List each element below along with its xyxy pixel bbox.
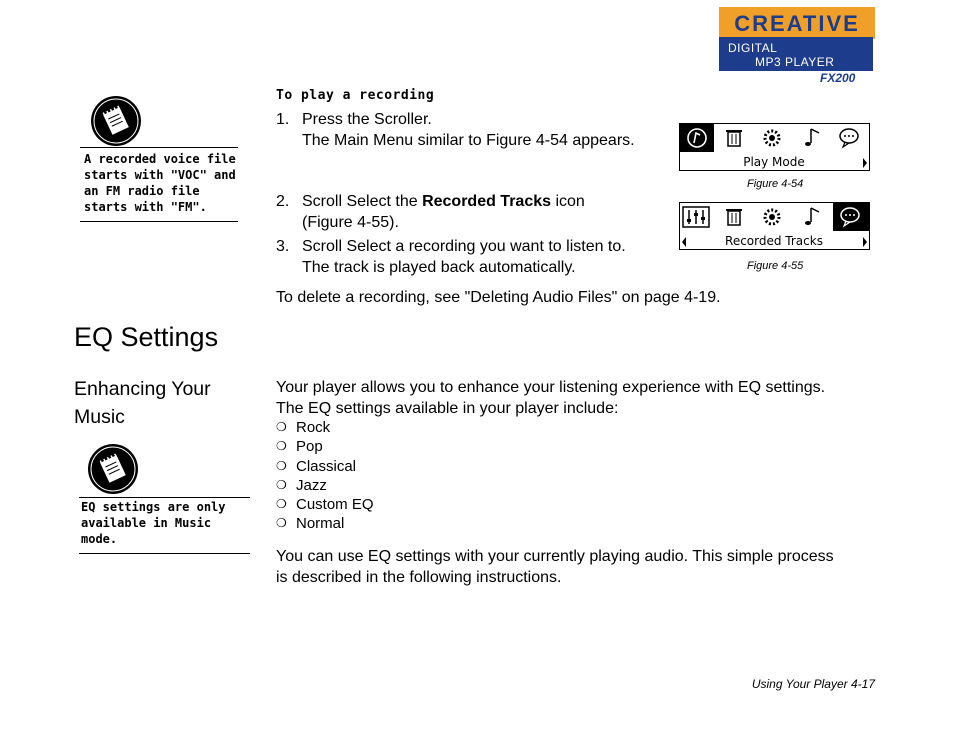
list-item-label: Rock	[296, 419, 331, 436]
note-text: EQ settings are only available in Music mode.	[81, 500, 226, 546]
note-rule-bottom	[79, 553, 250, 554]
step-text-bold: Recorded Tracks	[422, 193, 552, 210]
list-item-label: Custom EQ	[296, 496, 374, 514]
step-3	[276, 236, 646, 278]
bullet-icon: ❍	[276, 516, 287, 531]
step-list	[276, 109, 636, 151]
section-heading: To play a recording	[276, 88, 435, 103]
step-1	[276, 109, 636, 151]
list-item-label: Classical	[296, 457, 357, 475]
screen-label: Recorded Tracks	[725, 234, 823, 248]
bullet-icon: ❍	[276, 420, 287, 434]
logo-brand: CREATIVE	[734, 11, 860, 36]
note-rule-top	[80, 147, 238, 148]
list-item-label: Normal	[296, 515, 345, 533]
step-text	[302, 191, 636, 233]
eq-intro: Your player allows you to enhance your listening experience with EQ settings. The EQ settings available in your player include:	[276, 379, 826, 417]
bullet-icon: ❍	[276, 458, 287, 473]
note-rule-bottom	[80, 221, 238, 222]
figure-caption: Figure 4-55	[747, 260, 804, 272]
logo-line1: DIGITAL	[728, 41, 778, 55]
screen-label: Play Mode	[743, 155, 805, 169]
eq-closing: You can use EQ settings with your currently playing audio. This simple process is described in the following instructions.	[276, 548, 834, 586]
step-text: Scroll Select a recording you want to listen to. The track is played back automatically.	[302, 238, 626, 276]
delete-note: To delete a recording, see "Deleting Audio Files" on page 4-19.	[276, 289, 721, 306]
step-line: The Main Menu similar to Figure 4-54 appears.	[302, 132, 635, 149]
subsection-title: Enhancing Your Music	[74, 378, 211, 428]
logo-model: FX200	[820, 71, 856, 85]
note-rule-top	[79, 497, 250, 498]
step-number: 3.	[276, 238, 290, 255]
device-screen-figure-4-55	[679, 202, 870, 250]
list-item	[276, 495, 576, 514]
note-pad-icon	[90, 95, 142, 147]
figure-caption: Figure 4-54	[747, 178, 804, 190]
step-text-suffix: icon (Figure 4-55).	[302, 193, 585, 231]
list-item-label: Jazz	[296, 476, 327, 494]
logo-line2: MP3 PLAYER	[755, 55, 835, 69]
step-number: 2.	[276, 193, 290, 210]
step-line: Press the Scroller.	[302, 111, 432, 128]
creative-logo	[719, 7, 875, 71]
list-item	[276, 457, 576, 476]
selected-highlight	[833, 203, 869, 231]
step-number: 1.	[276, 111, 290, 128]
bullet-icon: ❍	[276, 477, 287, 492]
selected-highlight	[680, 124, 714, 152]
bullet-icon: ❍	[276, 439, 287, 454]
device-screen-figure-4-54	[679, 123, 870, 171]
eq-options-list	[276, 418, 576, 534]
list-item	[276, 514, 576, 533]
list-item	[276, 418, 576, 437]
list-item	[276, 437, 576, 456]
list-item	[276, 476, 576, 495]
step-text-prefix: Scroll Select the	[302, 193, 423, 210]
list-item-label: Pop	[296, 438, 323, 456]
note-pad-icon	[87, 443, 139, 495]
bullet-icon: ❍	[276, 497, 287, 512]
section-title: EQ Settings	[74, 322, 219, 352]
step-text	[302, 109, 636, 151]
step-2	[276, 191, 636, 233]
note-text: A recorded voice file starts with "VOC" and an FM radio file starts with "FM".	[84, 152, 236, 214]
page-footer: Using Your Player 4-17	[751, 677, 875, 691]
